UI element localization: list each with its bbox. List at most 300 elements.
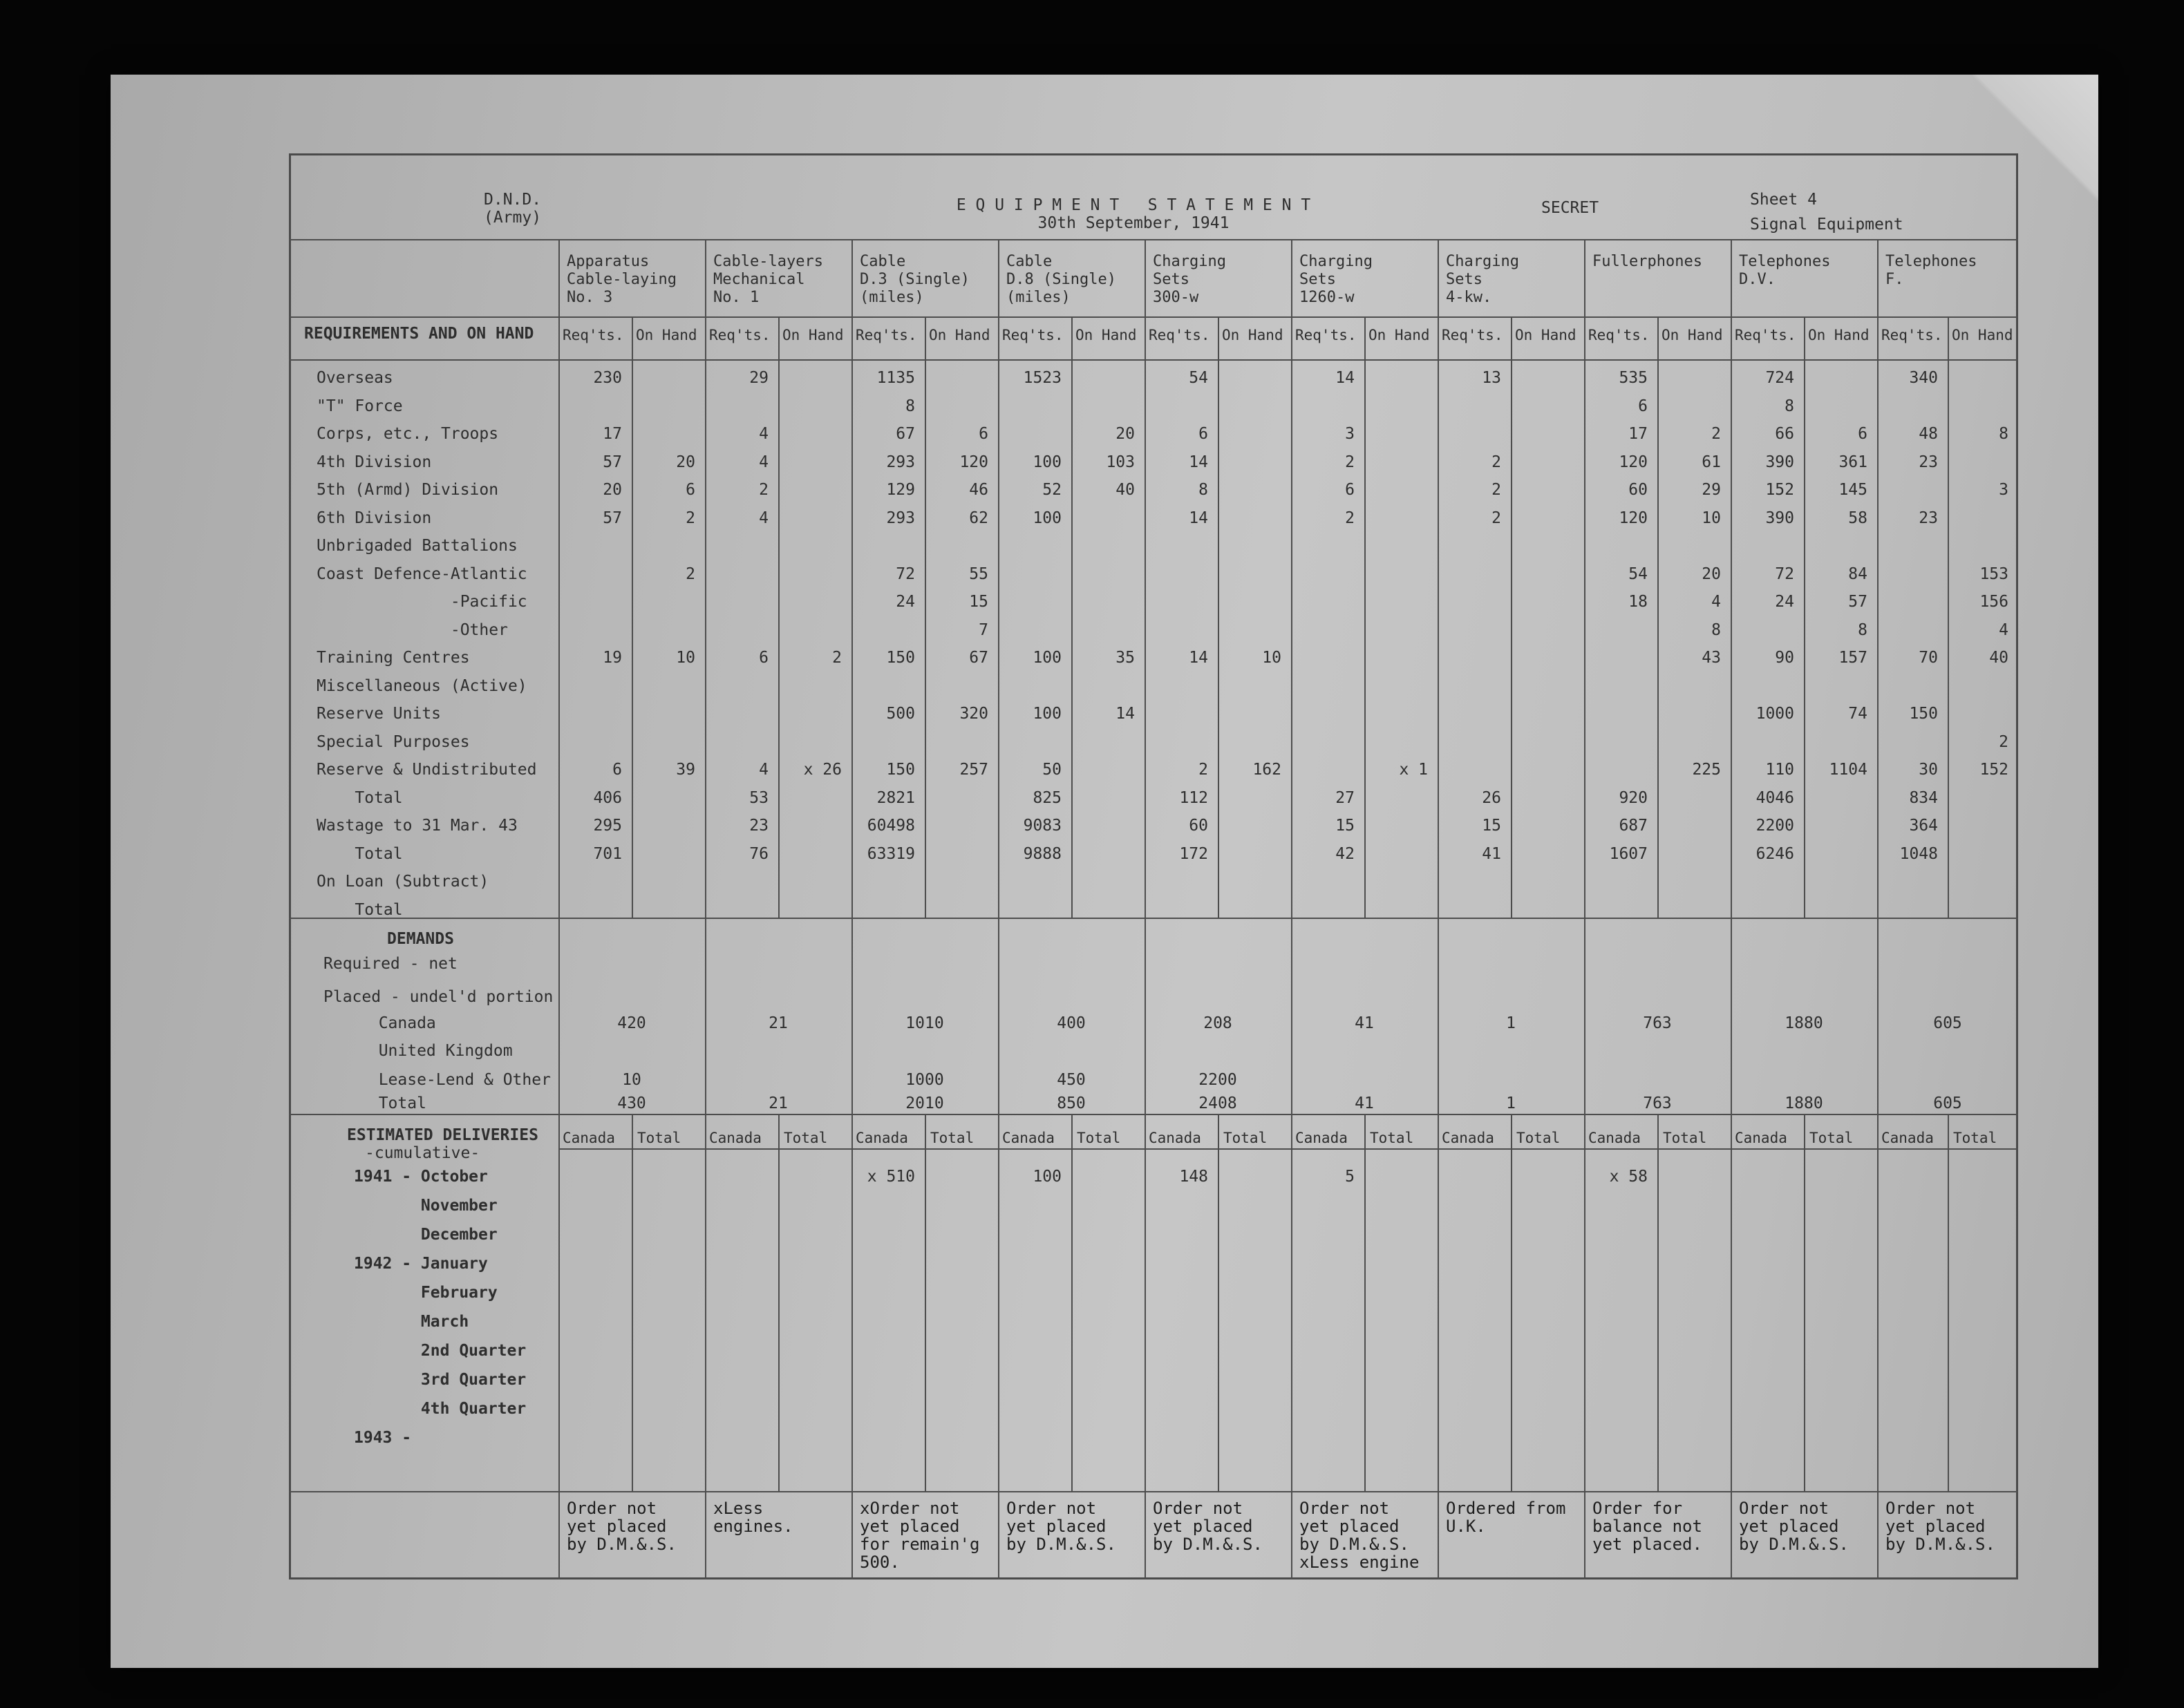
onhand-value: 40 xyxy=(1115,481,1135,499)
demand-row-label: Total xyxy=(359,1094,426,1112)
onhand-value: 10 xyxy=(676,649,695,667)
requirement-value: 2200 xyxy=(1755,817,1794,835)
delivery-value: 148 xyxy=(1179,1168,1208,1186)
requirement-value: 57 xyxy=(603,453,622,471)
requirement-value: 6 xyxy=(1345,481,1355,499)
onhand-value: x 1 xyxy=(1399,761,1428,779)
requirement-value: 100 xyxy=(1033,705,1062,723)
placed-label: Placed - undel'd portion xyxy=(323,988,554,1006)
requirement-value: 41 xyxy=(1482,844,1501,863)
onhand-value: 361 xyxy=(1838,453,1867,471)
demand-value: 763 xyxy=(1643,1094,1672,1112)
canada-subheader: Canada xyxy=(1442,1130,1494,1146)
onhand-value: 20 xyxy=(1702,564,1721,583)
group-column-line-7 xyxy=(1584,239,1585,1579)
row-label: Coast Defence-Atlantic xyxy=(317,564,527,583)
total-subheader: Total xyxy=(1370,1130,1414,1146)
requirement-value: 150 xyxy=(1909,705,1938,723)
demand-value: 10 xyxy=(622,1071,641,1089)
delivery-row-label: 4th Quarter xyxy=(354,1400,527,1418)
remark-note: xOrder not yet placed for remain'g 500. xyxy=(860,1499,980,1572)
requirement-value: 20 xyxy=(603,481,622,499)
requirement-value: 6 xyxy=(759,649,769,667)
delivery-value: 100 xyxy=(1033,1168,1062,1186)
onhand-value: 4 xyxy=(1711,593,1721,611)
requirement-value: 293 xyxy=(886,509,915,527)
demand-value: 450 xyxy=(1057,1071,1086,1089)
demand-value: 41 xyxy=(1355,1014,1374,1032)
onhand-value: 225 xyxy=(1692,761,1721,779)
onhand-subheader: On Hand xyxy=(929,327,990,343)
column-title: Cable-layers Mechanical No. 1 xyxy=(713,253,823,306)
demand-value: 208 xyxy=(1203,1014,1232,1032)
onhand-value: 55 xyxy=(969,564,988,583)
onhand-value: 20 xyxy=(1115,425,1135,443)
remark-note: Ordered from U.K. xyxy=(1446,1499,1566,1536)
canada-subheader: Canada xyxy=(1735,1130,1787,1146)
delivery-row-label: 3rd Quarter xyxy=(354,1371,527,1389)
group-column-line-8 xyxy=(1731,239,1732,1579)
onhand-value: 153 xyxy=(1979,564,2008,583)
requirement-value: 4046 xyxy=(1755,788,1794,807)
subcolumn-line xyxy=(1948,1114,1949,1491)
requirement-value: 72 xyxy=(1775,564,1794,583)
onhand-value: 84 xyxy=(1848,564,1867,583)
row-label: Unbrigaded Battalions xyxy=(317,537,518,555)
requirement-value: 24 xyxy=(1775,593,1794,611)
requirement-value: 57 xyxy=(603,509,622,527)
requirement-value: 60 xyxy=(1628,481,1648,499)
group-column-line-9 xyxy=(1877,239,1879,1579)
demand-row-label: Canada xyxy=(359,1014,436,1032)
requirement-value: 100 xyxy=(1033,649,1062,667)
onhand-value: 120 xyxy=(959,453,988,471)
onhand-value: 43 xyxy=(1702,649,1721,667)
header-rule xyxy=(289,239,2018,240)
onhand-value: 57 xyxy=(1848,593,1867,611)
subcolumn-line xyxy=(1071,1114,1073,1491)
column-title: Telephones F. xyxy=(1885,253,1977,288)
requirement-value: 23 xyxy=(1919,453,1938,471)
row-label: 6th Division xyxy=(317,509,432,527)
requirement-value: 6246 xyxy=(1755,844,1794,863)
demand-value: 1880 xyxy=(1785,1094,1823,1112)
column-title: Charging Sets 1260-w xyxy=(1299,253,1373,306)
requirement-value: 24 xyxy=(896,593,915,611)
req-subheader: Req'ts. xyxy=(856,327,917,343)
demand-value: 850 xyxy=(1057,1094,1086,1112)
row-label: Overseas xyxy=(317,369,393,387)
document-title: E Q U I P M E N T S T A T E M E N T xyxy=(956,196,1311,214)
onhand-subheader: On Hand xyxy=(1222,327,1283,343)
sheet-number: Sheet 4 xyxy=(1750,191,1817,209)
row-label: Special Purposes xyxy=(317,732,470,751)
requirement-value: 27 xyxy=(1335,788,1355,807)
requirement-value: 53 xyxy=(749,788,769,807)
requirement-value: 54 xyxy=(1189,369,1208,387)
requirement-value: 500 xyxy=(886,705,915,723)
requirement-value: 76 xyxy=(749,844,769,863)
deliveries-subheader-rule xyxy=(558,1148,2018,1150)
required-net-label: Required - net xyxy=(323,955,458,973)
onhand-value: 74 xyxy=(1848,705,1867,723)
demand-value: 1880 xyxy=(1785,1014,1823,1032)
onhand-subheader: On Hand xyxy=(1661,327,1723,343)
row-label: "T" Force xyxy=(317,397,403,415)
requirement-value: 406 xyxy=(593,788,622,807)
requirement-value: 17 xyxy=(603,425,622,443)
row-label: 4th Division xyxy=(317,453,432,471)
onhand-value: 157 xyxy=(1838,649,1867,667)
requirement-value: 825 xyxy=(1033,788,1062,807)
requirement-value: 230 xyxy=(593,369,622,387)
onhand-value: 1104 xyxy=(1829,761,1867,779)
demand-value: 420 xyxy=(617,1014,646,1032)
requirement-value: 687 xyxy=(1619,817,1648,835)
onhand-value: 257 xyxy=(959,761,988,779)
column-title: Telephones D.V. xyxy=(1739,253,1831,288)
delivery-row-label: February xyxy=(354,1284,498,1302)
requirement-value: 4 xyxy=(759,761,769,779)
requirement-value: 70 xyxy=(1919,649,1938,667)
total-subheader: Total xyxy=(1223,1130,1268,1146)
remark-note: Order not yet placed by D.M.&.S. xyxy=(1885,1499,1995,1554)
requirement-value: 701 xyxy=(593,844,622,863)
requirement-value: 340 xyxy=(1909,369,1938,387)
onhand-value: x 26 xyxy=(803,761,842,779)
requirement-value: 4 xyxy=(759,509,769,527)
requirement-value: 60498 xyxy=(867,817,915,835)
requirement-value: 724 xyxy=(1765,369,1794,387)
onhand-value: 2 xyxy=(1711,425,1721,443)
row-label: Reserve & Undistributed xyxy=(317,761,537,779)
demand-value: 21 xyxy=(769,1014,788,1032)
requirements-bottom-rule xyxy=(289,918,2018,919)
row-label: On Loan (Subtract) xyxy=(317,873,489,891)
onhand-value: 58 xyxy=(1848,509,1867,527)
dept-label: D.N.D. xyxy=(484,191,542,209)
requirement-value: 112 xyxy=(1179,788,1208,807)
group-column-line-5 xyxy=(1291,239,1292,1579)
requirement-value: 4 xyxy=(759,453,769,471)
onhand-value: 46 xyxy=(969,481,988,499)
total-subheader: Total xyxy=(637,1130,681,1146)
delivery-row-label: 1941 - October xyxy=(354,1168,488,1186)
requirement-value: 152 xyxy=(1765,481,1794,499)
classification-label: SECRET xyxy=(1541,199,1599,217)
requirement-value: 18 xyxy=(1628,593,1648,611)
row-label: -Other xyxy=(317,620,508,639)
subcolumn-line xyxy=(778,1114,780,1491)
requirement-value: 2 xyxy=(1198,761,1208,779)
requirement-value: 2821 xyxy=(876,788,915,807)
canada-subheader: Canada xyxy=(563,1130,615,1146)
demand-value: 400 xyxy=(1057,1014,1086,1032)
requirement-value: 60 xyxy=(1189,817,1208,835)
demand-value: 21 xyxy=(769,1094,788,1112)
requirement-value: 13 xyxy=(1482,369,1501,387)
req-subheader: Req'ts. xyxy=(1588,327,1650,343)
requirement-value: 19 xyxy=(603,649,622,667)
deliveries-bottom-rule xyxy=(289,1491,2018,1492)
onhand-value: 61 xyxy=(1702,453,1721,471)
onhand-value: 2 xyxy=(686,509,695,527)
onhand-subheader: On Hand xyxy=(636,327,697,343)
req-subheader: Req'ts. xyxy=(1442,327,1503,343)
requirement-value: 2 xyxy=(1345,453,1355,471)
requirement-value: 15 xyxy=(1482,817,1501,835)
requirement-value: 48 xyxy=(1919,425,1938,443)
requirement-value: 14 xyxy=(1189,453,1208,471)
onhand-value: 6 xyxy=(1858,425,1867,443)
onhand-value: 67 xyxy=(969,649,988,667)
row-label: Corps, etc., Troops xyxy=(317,425,499,443)
requirement-value: 4 xyxy=(759,425,769,443)
canada-subheader: Canada xyxy=(1295,1130,1348,1146)
subheader-rule xyxy=(289,359,2018,361)
onhand-subheader: On Hand xyxy=(1952,327,2013,343)
requirement-value: 293 xyxy=(886,453,915,471)
requirement-value: 66 xyxy=(1775,425,1794,443)
subcolumn-line xyxy=(1218,316,1219,918)
total-subheader: Total xyxy=(1516,1130,1561,1146)
subcolumn-line xyxy=(1364,1114,1366,1491)
req-subheader: Req'ts. xyxy=(709,327,771,343)
row-label: Total xyxy=(317,788,403,807)
canada-subheader: Canada xyxy=(1588,1130,1641,1146)
remark-note: Order for balance not yet placed. xyxy=(1592,1499,1702,1554)
subcolumn-line xyxy=(1948,316,1949,918)
requirement-value: 364 xyxy=(1909,817,1938,835)
column-title: Fullerphones xyxy=(1592,253,1702,270)
canada-subheader: Canada xyxy=(1149,1130,1201,1146)
requirement-value: 8 xyxy=(905,397,915,415)
req-subheader: Req'ts. xyxy=(1735,327,1796,343)
column-header-rule xyxy=(289,316,2018,318)
requirement-value: 1048 xyxy=(1899,844,1938,863)
canada-subheader: Canada xyxy=(709,1130,762,1146)
requirement-value: 8 xyxy=(1198,481,1208,499)
requirement-value: 390 xyxy=(1765,509,1794,527)
delivery-value: x 58 xyxy=(1609,1168,1648,1186)
onhand-subheader: On Hand xyxy=(782,327,844,343)
requirement-value: 120 xyxy=(1619,509,1648,527)
onhand-value: 162 xyxy=(1252,761,1281,779)
requirement-value: 6 xyxy=(1198,425,1208,443)
dept-sub-label: (Army) xyxy=(484,209,542,227)
onhand-value: 320 xyxy=(959,705,988,723)
column-title: Cable D.3 (Single) (miles) xyxy=(860,253,970,306)
delivery-row-label: 1943 - xyxy=(354,1429,412,1447)
requirement-value: 172 xyxy=(1179,844,1208,863)
cumulative-label: -cumulative- xyxy=(365,1144,480,1162)
remark-note: xLess engines. xyxy=(713,1499,793,1536)
total-subheader: Total xyxy=(1663,1130,1707,1146)
req-subheader: Req'ts. xyxy=(1149,327,1210,343)
requirement-value: 295 xyxy=(593,817,622,835)
canada-subheader: Canada xyxy=(856,1130,908,1146)
req-subheader: Req'ts. xyxy=(1002,327,1064,343)
requirement-value: 23 xyxy=(749,817,769,835)
demands-bottom-rule xyxy=(289,1114,2018,1115)
requirement-value: 535 xyxy=(1619,369,1648,387)
req-subheader: Req'ts. xyxy=(1295,327,1357,343)
requirement-value: 63319 xyxy=(867,844,915,863)
onhand-value: 8 xyxy=(1711,620,1721,639)
onhand-value: 4 xyxy=(1999,620,2008,639)
onhand-value: 103 xyxy=(1106,453,1135,471)
onhand-value: 145 xyxy=(1838,481,1867,499)
onhand-value: 6 xyxy=(686,481,695,499)
delivery-row-label: December xyxy=(354,1226,498,1244)
requirement-value: 2 xyxy=(1491,481,1501,499)
demand-row-label: United Kingdom xyxy=(359,1042,513,1060)
demand-value: 1 xyxy=(1506,1014,1516,1032)
req-subheader: Req'ts. xyxy=(1881,327,1943,343)
estimated-deliveries-heading: ESTIMATED DELIVERIES xyxy=(347,1126,538,1144)
canada-subheader: Canada xyxy=(1881,1130,1934,1146)
onhand-value: 29 xyxy=(1702,481,1721,499)
total-subheader: Total xyxy=(784,1130,828,1146)
row-label: Training Centres xyxy=(317,649,470,667)
onhand-value: 2 xyxy=(686,564,695,583)
onhand-value: 7 xyxy=(979,620,988,639)
demand-value: 41 xyxy=(1355,1094,1374,1112)
document-date: 30th September, 1941 xyxy=(1037,214,1230,232)
requirement-value: 834 xyxy=(1909,788,1938,807)
onhand-value: 10 xyxy=(1702,509,1721,527)
group-column-line-3 xyxy=(998,239,999,1579)
demand-value: 1 xyxy=(1506,1094,1516,1112)
onhand-subheader: On Hand xyxy=(1075,327,1137,343)
requirement-value: 2 xyxy=(759,481,769,499)
subcolumn-line xyxy=(632,1114,633,1491)
onhand-value: 8 xyxy=(1999,425,2008,443)
requirement-value: 1523 xyxy=(1023,369,1062,387)
total-subheader: Total xyxy=(930,1130,975,1146)
onhand-value: 62 xyxy=(969,509,988,527)
onhand-value: 6 xyxy=(979,425,988,443)
label-column-line xyxy=(558,239,560,1579)
total-subheader: Total xyxy=(1077,1130,1121,1146)
column-title: Charging Sets 4-kw. xyxy=(1446,253,1519,306)
demands-heading: DEMANDS xyxy=(387,930,454,948)
delivery-row-label: March xyxy=(354,1313,469,1331)
group-column-line-2 xyxy=(851,239,853,1579)
subcolumn-line xyxy=(1804,1114,1805,1491)
onhand-subheader: On Hand xyxy=(1368,327,1430,343)
onhand-value: 35 xyxy=(1115,649,1135,667)
delivery-row-label: November xyxy=(354,1197,498,1215)
demand-value: 2010 xyxy=(905,1094,944,1112)
requirement-value: 42 xyxy=(1335,844,1355,863)
demand-value: 605 xyxy=(1933,1014,1962,1032)
requirement-value: 14 xyxy=(1335,369,1355,387)
sheet-subject: Signal Equipment xyxy=(1750,216,1903,234)
subcolumn-line xyxy=(1511,316,1512,918)
demand-value: 605 xyxy=(1933,1094,1962,1112)
requirement-value: 50 xyxy=(1042,761,1062,779)
onhand-value: 10 xyxy=(1262,649,1281,667)
row-label: Total xyxy=(317,900,403,919)
onhand-value: 2 xyxy=(832,649,842,667)
requirement-value: 8 xyxy=(1785,397,1794,415)
remark-note: Order not yet placed by D.M.&.S. xyxy=(1006,1499,1116,1554)
requirement-value: 14 xyxy=(1189,509,1208,527)
requirement-value: 9083 xyxy=(1023,817,1062,835)
requirement-value: 390 xyxy=(1765,453,1794,471)
requirement-value: 920 xyxy=(1619,788,1648,807)
requirement-value: 150 xyxy=(886,649,915,667)
requirement-value: 6 xyxy=(612,761,622,779)
row-label: Reserve Units xyxy=(317,705,442,723)
remark-note: Order not yet placed by D.M.&.S. xyxy=(1153,1499,1263,1554)
requirement-value: 17 xyxy=(1628,425,1648,443)
requirement-value: 14 xyxy=(1189,649,1208,667)
requirement-value: 30 xyxy=(1919,761,1938,779)
canada-subheader: Canada xyxy=(1002,1130,1055,1146)
onhand-value: 39 xyxy=(676,761,695,779)
requirement-value: 3 xyxy=(1345,425,1355,443)
requirement-value: 9888 xyxy=(1023,844,1062,863)
requirements-heading: REQUIREMENTS AND ON HAND xyxy=(304,325,534,343)
row-label: 5th (Armd) Division xyxy=(317,481,499,499)
subcolumn-line xyxy=(1511,1114,1512,1491)
onhand-subheader: On Hand xyxy=(1808,327,1870,343)
requirement-value: 54 xyxy=(1628,564,1648,583)
requirement-value: 2 xyxy=(1491,509,1501,527)
remark-note: Order not yet placed by D.M.&.S. xLess engine xyxy=(1299,1499,1420,1572)
row-label: Wastage to 31 Mar. 43 xyxy=(317,817,518,835)
demand-value: 2408 xyxy=(1198,1094,1237,1112)
demand-value: 2200 xyxy=(1198,1071,1237,1089)
total-subheader: Total xyxy=(1953,1130,1997,1146)
onhand-value: 15 xyxy=(969,593,988,611)
subcolumn-line xyxy=(1804,316,1805,918)
requirement-value: 110 xyxy=(1765,761,1794,779)
requirement-value: 23 xyxy=(1919,509,1938,527)
subcolumn-line xyxy=(778,316,780,918)
req-subheader: Req'ts. xyxy=(563,327,624,343)
requirement-value: 129 xyxy=(886,481,915,499)
requirement-value: 100 xyxy=(1033,509,1062,527)
requirement-value: 90 xyxy=(1775,649,1794,667)
subcolumn-line xyxy=(1071,316,1073,918)
row-label: Total xyxy=(317,844,403,863)
demand-value: 1000 xyxy=(905,1071,944,1089)
onhand-value: 2 xyxy=(1999,732,2008,751)
requirement-value: 72 xyxy=(896,564,915,583)
requirement-value: 1607 xyxy=(1609,844,1648,863)
requirement-value: 150 xyxy=(886,761,915,779)
requirement-value: 26 xyxy=(1482,788,1501,807)
delivery-row-label: 2nd Quarter xyxy=(354,1342,527,1360)
onhand-value: 14 xyxy=(1115,705,1135,723)
demand-value: 1010 xyxy=(905,1014,944,1032)
requirement-value: 2 xyxy=(1491,453,1501,471)
subcolumn-line xyxy=(925,316,926,918)
delivery-value: 5 xyxy=(1345,1168,1355,1186)
requirement-value: 1000 xyxy=(1755,705,1794,723)
requirement-value: 15 xyxy=(1335,817,1355,835)
column-title: Cable D.8 (Single) (miles) xyxy=(1006,253,1116,306)
equipment-table xyxy=(289,153,2018,1579)
requirement-value: 6 xyxy=(1638,397,1648,415)
requirement-value: 100 xyxy=(1033,453,1062,471)
total-subheader: Total xyxy=(1809,1130,1854,1146)
demand-row-label: Lease-Lend & Other xyxy=(359,1071,551,1089)
subcolumn-line xyxy=(925,1114,926,1491)
